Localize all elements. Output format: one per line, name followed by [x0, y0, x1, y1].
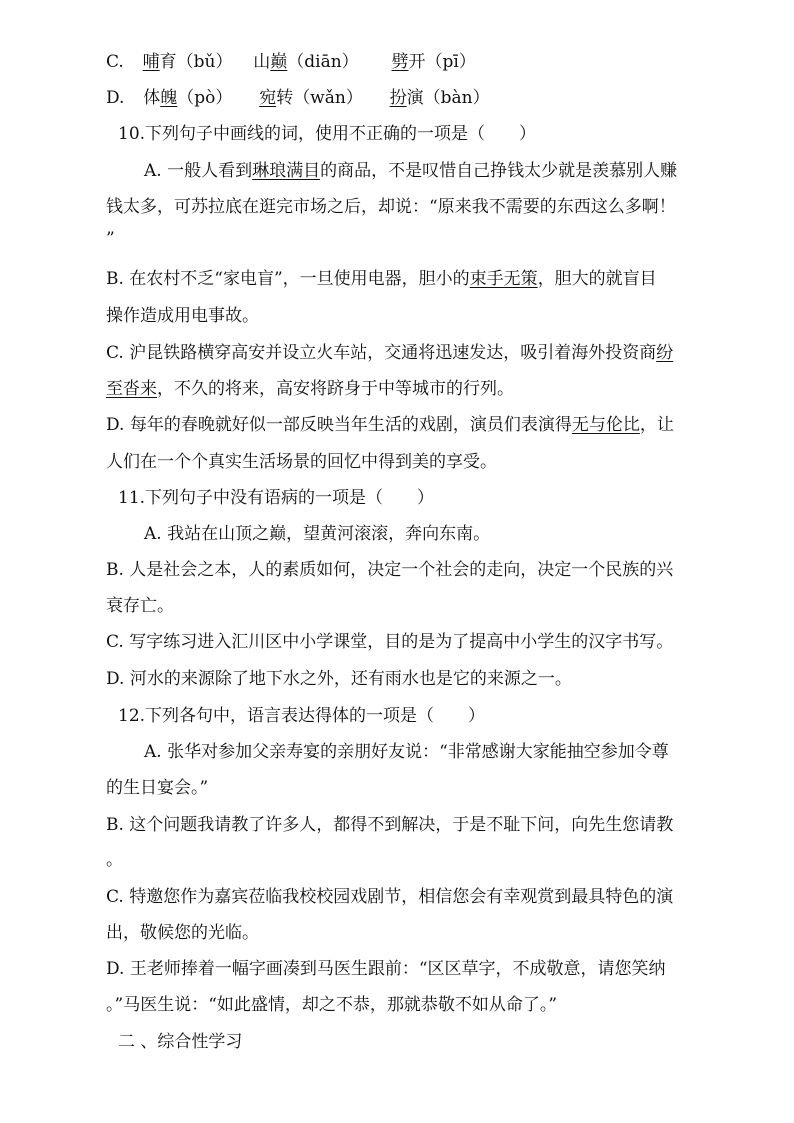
- q10-option-a: A. 一般人看到琳琅满目的商品，不是叹惜自己挣钱太少就是羡慕别人赚: [144, 161, 678, 181]
- word-rest: 转: [276, 88, 294, 108]
- pinyin: （bàn）: [423, 88, 490, 108]
- word-rest: 开: [408, 52, 426, 72]
- q11-option-b: B. 人是社会之本，人的素质如何，决定一个社会的走向，决定一个民族的兴: [106, 560, 674, 580]
- pinyin: （wǎn）: [293, 88, 363, 108]
- q10-option-b: B. 在农村不乏“家电盲”，一旦使用电器，胆小的束手无策，胆大的就盲目: [106, 269, 657, 289]
- q12-option-c-line2: 出，敬候您的光临。: [106, 923, 259, 943]
- word-rest: 演: [406, 88, 424, 108]
- q11-option-d: D. 河水的来源除了地下水之外，还有雨水也是它的来源之一。: [106, 669, 572, 689]
- underlined-phrase: 琳琅满目: [252, 161, 321, 181]
- underlined-phrase: 纷: [656, 343, 674, 363]
- word-rest: 育: [159, 52, 177, 72]
- q12-stem: 12.下列各句中，语言表达得体的一项是（ ）: [118, 706, 486, 726]
- pinyin: （pī）: [425, 52, 476, 72]
- q9-option-c: [106, 51, 476, 73]
- q11-stem: 11.下列句子中没有语病的一项是（ ）: [118, 488, 435, 508]
- q10-option-a-line3: ”: [106, 229, 115, 249]
- pinyin: （bǔ）: [176, 52, 233, 72]
- q12-option-a-line2: 的生日宴会。”: [106, 778, 209, 798]
- underlined-phrase: 至沓来: [106, 379, 157, 399]
- underlined-char: 劈: [391, 52, 409, 72]
- underlined-char: 魄: [160, 88, 178, 108]
- q12-option-c: C. 特邀您作为嘉宾莅临我校校园戏剧节，相信您会有幸观赏到最具特色的演: [106, 887, 674, 907]
- word-rest: 山: [253, 52, 271, 72]
- q9-option-d: [106, 87, 490, 109]
- q12-option-a: A. 张华对参加父亲寿宴的亲朋好友说：“非常感谢大家能抽空参加令尊: [144, 742, 669, 762]
- word-rest: 体: [143, 88, 161, 108]
- q12-option-b-line2: 。: [106, 850, 123, 870]
- q10-option-a-line2: 钱太多，可苏拉底在逛完市场之后，却说：“原来我不需要的东西这么多啊！: [106, 197, 676, 217]
- underlined-char: 扮: [389, 88, 407, 108]
- pinyin: （diān）: [287, 52, 359, 72]
- q10-option-d-line2: 人们在一个个真实生活场景的回忆中得到美的享受。: [106, 452, 497, 472]
- option-label: D.: [106, 88, 125, 108]
- q12-option-d: D. 王老师捧着一幅字画凑到马医生跟前：“区区草字，不成敬意，请您笑纳: [106, 959, 666, 979]
- q11-option-c: C. 写字练习进入汇川区中小学课堂，目的是为了提高中小学生的汉字书写。: [106, 632, 674, 652]
- pinyin: （pò）: [177, 88, 233, 108]
- option-label: C.: [106, 52, 124, 72]
- underlined-char: 哺: [142, 52, 160, 72]
- q10-option-c: C. 沪昆铁路横穿高安并设立火车站，交通将迅速发达，吸引着海外投资商纷: [106, 343, 674, 363]
- q10-option-c-line2: 至沓来，不久的将来，高安将跻身于中等城市的行列。: [106, 379, 514, 399]
- q12-option-d-line2: 。”马医生说：“如此盛情，却之不恭，那就恭敬不如从命了。”: [106, 995, 558, 1015]
- q10-stem: 10.下列句子中画线的词，使用不正确的一项是（ ）: [118, 124, 537, 144]
- q11-option-b-line2: 衰存亡。: [106, 596, 174, 616]
- underlined-phrase: 束手无策: [469, 269, 538, 289]
- underlined-char: 巅: [270, 52, 288, 72]
- underlined-phrase: 无与伦比: [571, 415, 640, 435]
- q12-option-b: B. 这个问题我请教了许多人，都得不到解决，于是不耻下问，向先生您请教: [106, 815, 674, 835]
- q10-option-d: D. 每年的春晚就好似一部反映当年生活的戏剧，演员们表演得无与伦比，让: [106, 415, 674, 435]
- q11-option-a: A. 我站在山顶之巅，望黄河滚滚，奔向东南。: [144, 524, 491, 544]
- underlined-char: 宛: [259, 88, 277, 108]
- q10-option-b-line2: 操作造成用电事故。: [106, 306, 259, 326]
- section-heading: 二 、综合性学习: [118, 1032, 243, 1052]
